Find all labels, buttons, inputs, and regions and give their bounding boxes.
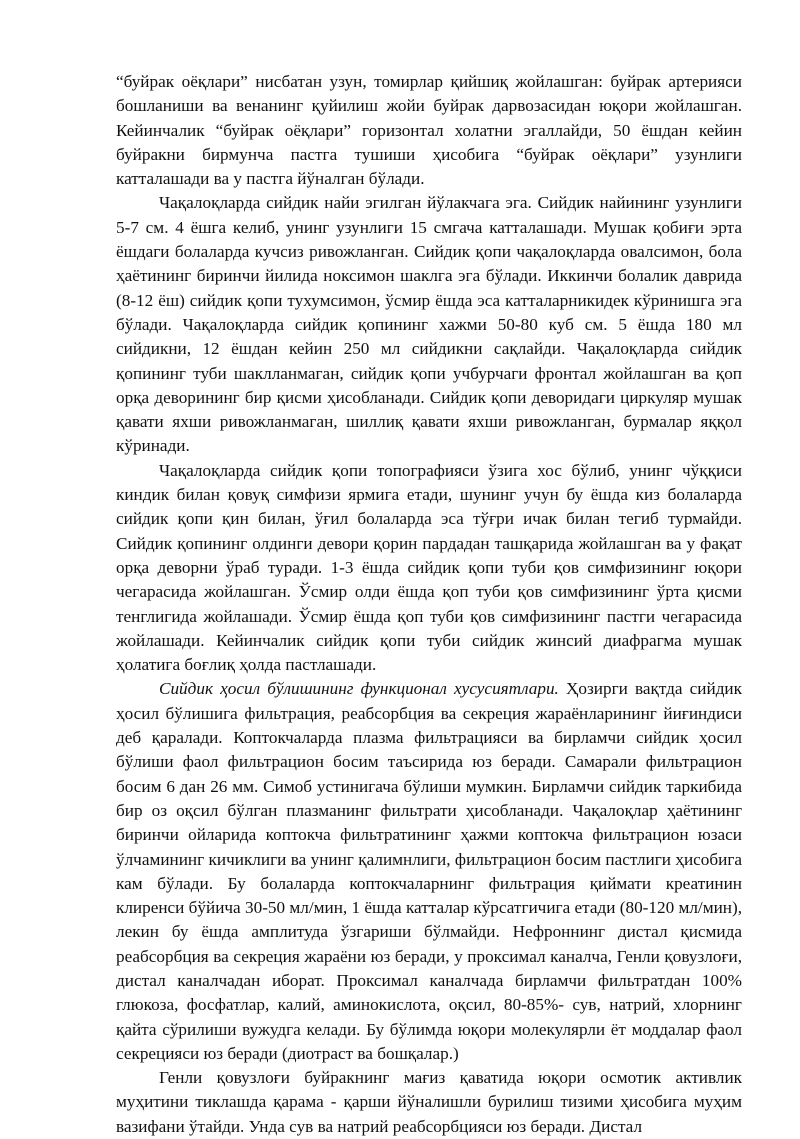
paragraph-ureter-bladder: Чақалоқларда сийдик найи эгилган йўлакчага эга. Сийдик найининг узунлиги 5-7 см. 4 ёшга келиб, унинг узунлиги 15 смгача катталашади. Мушак қобиғи эрта ёшдаги болаларда кучсиз ривожланган. Сийдик қопи чақалоқларда овалсимон, бола ҳаётининг биринчи йилида ноксимон шаклга эга бўлади. Иккинчи болалик даврида (8-12 ёш) сийдик қопи тухумсимон, ўсмир ёшда эса катталарникидек кўринишга эга бўлади. Чақалоқларда сийдик қопининг хажми 50-80 куб см. 5 ёшда 180 мл сийдикни, 12 ёшдан кейин 250 мл сийдикни сақлайди. Чақалоқларда сийдик қопининг туби шаклланмаган, сийдик қопи учбурчаги фронтал жойлашган ва қоп орқа деворининг бир қисми ҳисобланади. Сийдик қопи деворидаги циркуляр мушак қавати яхши ривожланмаган, шиллиқ қавати яхши ривожланган, бурмалар яққол кўринади. — [116, 193, 742, 456]
paragraph-urine-formation — [116, 677, 742, 1066]
document-page — [116, 70, 742, 1139]
paragraph-bladder-topography: Чақалоқларда сийдик қопи топографияси ўзига хос бўлиб, унинг чўққиси киндик билан қовуқ симфизи ярмига етади, шунинг учун бу ёшда киз болаларда сийдик қопи қин билан, ўғил болаларда эса тўғри ичак билан тегиб турмайди. Сийдик қопининг олдинги девори қорин пардадан ташқарида жойлашган ва у фақат орқа деворни ўраб туради. 1-3 ёшда сийдик қопи туби қов симфизининг юқори чегарасида жойлашган. Ўсмир олди ёшда қоп туби қов симфизининг ўрта қисми тенглигида жойлашади. Ўсмир ёшда қоп туби қов симфизининг пастги чегарасида жойлашади. Кейинчалик сийдик қопи туби сийдик жинсий диафрагма мушак ҳолатига боғлиқ ҳолда пастлашади. — [116, 460, 742, 675]
paragraph-henle-loop: Генли қовузлоғи буйракнинг мағиз қаватида юқори осмотик активлик муҳитини тиклашда қарама - қарши йўналишли бурилиш тизими ҳисобига муҳим вазифани ўтайди. Унда сув ва натрий реабсорбцияси юз беради. Дистал — [116, 1068, 742, 1136]
section-heading-italic: Сийдик ҳосил бўлишининг функционал хусусиятлари. — [159, 679, 559, 699]
paragraph-kidney-legs: “буйрак оёқлари” нисбатан узун, томирлар қийшиқ жойлашган: буйрак артерияси бошланиши ва венанинг қуйилиш жойи буйрак дарвозасидан юқори жойлашган. Кейинчалик “буйрак оёқлари” горизонтал холатни эгаллайди, 50 ёшдан кейин буйракни бирмунча пастга тушиши ҳисобига “буйрак оёқлари” узунлиги катталашади ва у пастга йўналган бўлади. — [116, 72, 742, 189]
paragraph-urine-formation-body: Ҳозирги вақтда сийдик ҳосил бўлишига фильтрация, реабсорбция ва секреция жараёнларининг йиғиндиси деб қаралади. Коптокчаларда плазма фильтрацияси ва бирламчи сийдик ҳосил бўлиши фаол фильтрацион босим таъсирида юз беради. Самарали фильтрацион босим 6 дан 26 мм. Симоб устинигача бўлиши мумкин. Бирламчи сийдик таркибида бир оз оқсил бўлган плазманинг фильтрати ҳисобланади. Чақалоқлар ҳаётининг биринчи ойларида коптокча фильтратининг ҳажми коптокча фильтрацион юзаси ўлчамининг кичиклиги ва унинг қалимнлиги, фильтрацион босим пастлиги ҳисобига кам бўлади. Бу болаларда коптокчаларнинг фильтрация қиймати креатинин клиренси бўйича 30-50 мл/мин, 1 ёшда катталар кўрсатгичига етади (80-120 мл/мин), лекин бу ёшда амплитуда ўзгариши бўлмайди. Нефроннинг дистал қисмида реабсорбция ва секреция жараёни юз беради, у проксимал каналча, Генли қовузлоғи, дистал каналчадан иборат. Проксимал каналчада бирламчи фильтратдан 100% глюкоза, фосфатлар, калий, аминокислота, оқсил, 80-85%- сув, натрий, хлорнинг қайта сўрилиши вужудга келади. Бу бўлимда юқори молекулярли ёт моддалар фаол секрецияси юз беради (диотраст ва бошқалар.) — [116, 679, 742, 1063]
